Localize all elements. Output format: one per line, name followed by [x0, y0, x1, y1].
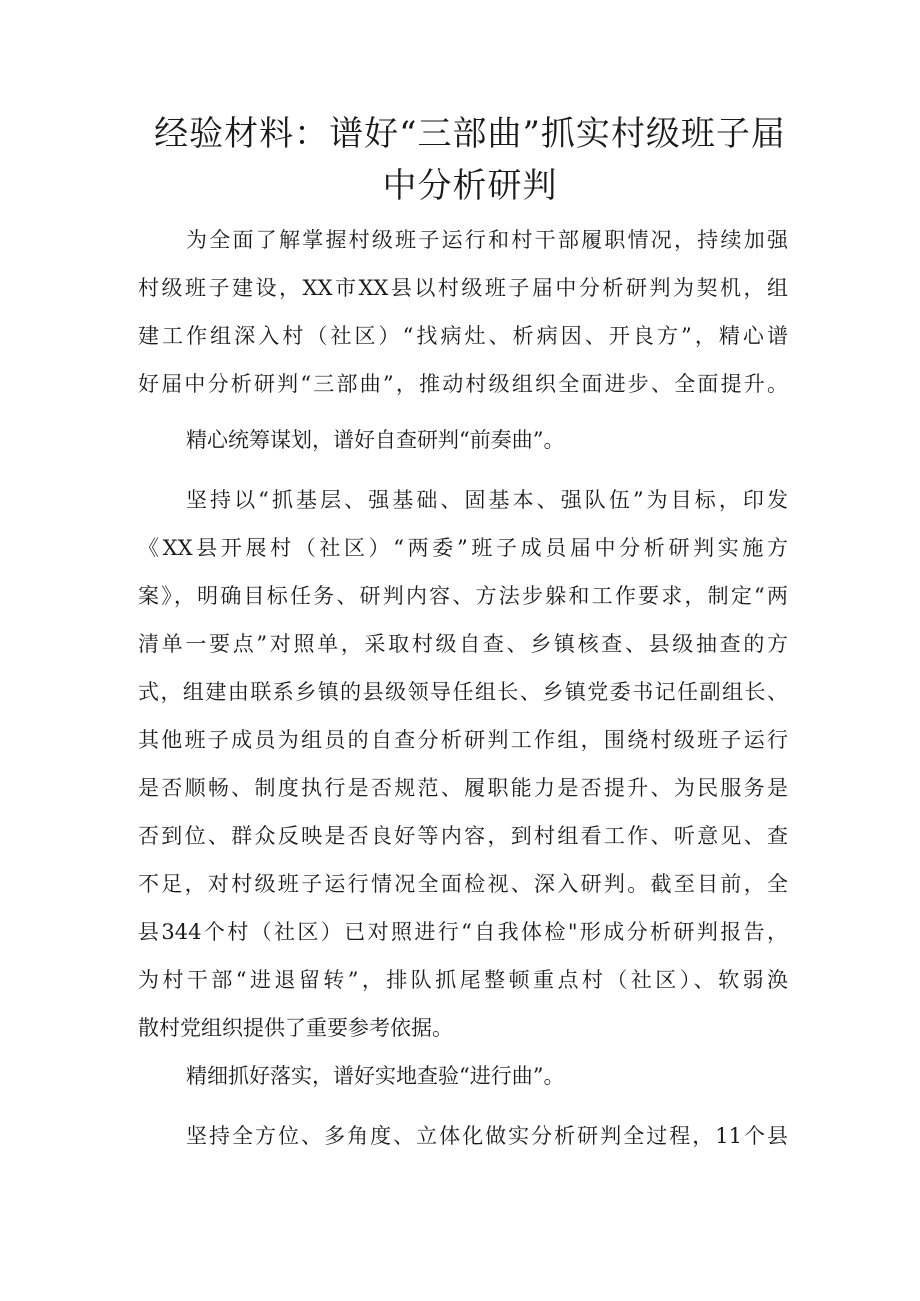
- paragraph-5-line-1: 坚持全方位、多角度、立体化做实分析研判全过程，11个县: [186, 1124, 788, 1148]
- section-heading-1: 精心统筹谋划，谱好自查研判“前奏曲”。: [186, 428, 565, 452]
- paragraph-3-line-9: 不足，对村级班子运行情况全面检视、深入研判。截至目前，全: [138, 872, 788, 896]
- paragraph-3-line-2: 《XX县开展村（社区）“两委”班子成员届中分析研判实施方: [138, 536, 788, 560]
- paragraph-3-line-7: 是否顺畅、制度执行是否规范、履职能力是否提升、为民服务是: [138, 776, 788, 800]
- paragraph-3-line-10: 县344个村（社区）已对照进行“自我体检"形成分析研判报告，: [138, 920, 788, 944]
- paragraph-3-line-11: 为村干部“进退留转”，排队抓尾整顿重点村（社区）、软弱涣: [138, 968, 788, 992]
- paragraph-3-line-5: 式，组建由联系乡镇的县级领导任组长、乡镇党委书记任副组长、: [138, 680, 788, 704]
- paragraph-3-line-6: 其他班子成员为组员的自查分析研判工作组，围绕村级班子运行: [138, 728, 788, 752]
- paragraph-3-line-12: 散村党组织提供了重要参考依据。: [138, 1016, 453, 1040]
- paragraph-3-line-8: 否到位、群众反映是否良好等内容，到村组看工作、听意见、查: [138, 824, 788, 848]
- title-line-2: 中分析研判: [382, 166, 558, 206]
- paragraph-1-line-4: 好届中分析研判“三部曲”，推动村级组织全面进步、全面提升。: [138, 372, 788, 396]
- paragraph-3-line-3: 案》，明确目标任务、研判内容、方法步躲和工作要求，制定“两: [138, 584, 788, 608]
- title-line-1: 经验材料：谱好“三部曲”抓实村级班子届: [154, 114, 786, 154]
- paragraph-3-line-1: 坚持以“抓基层、强基础、固基本、强队伍”为目标，印发: [186, 488, 788, 512]
- paragraph-3-line-4: 清单一要点”对照单，采取村级自查、乡镇核查、县级抽查的方: [138, 632, 788, 656]
- section-heading-2: 精细抓好落实，谱好实地查验“进行曲”。: [186, 1064, 565, 1088]
- document-title: [120, 108, 820, 212]
- paragraph-1-line-2: 村级班子建设，XX市XX县以村级班子届中分析研判为契机，组: [138, 276, 788, 300]
- paragraph-1-line-1: 为全面了解掌握村级班子运行和村干部履职情况，持续加强: [186, 228, 788, 252]
- paragraph-1-line-3: 建工作组深入村（社区）“找病灶、析病因、开良方”，精心谱: [138, 324, 788, 348]
